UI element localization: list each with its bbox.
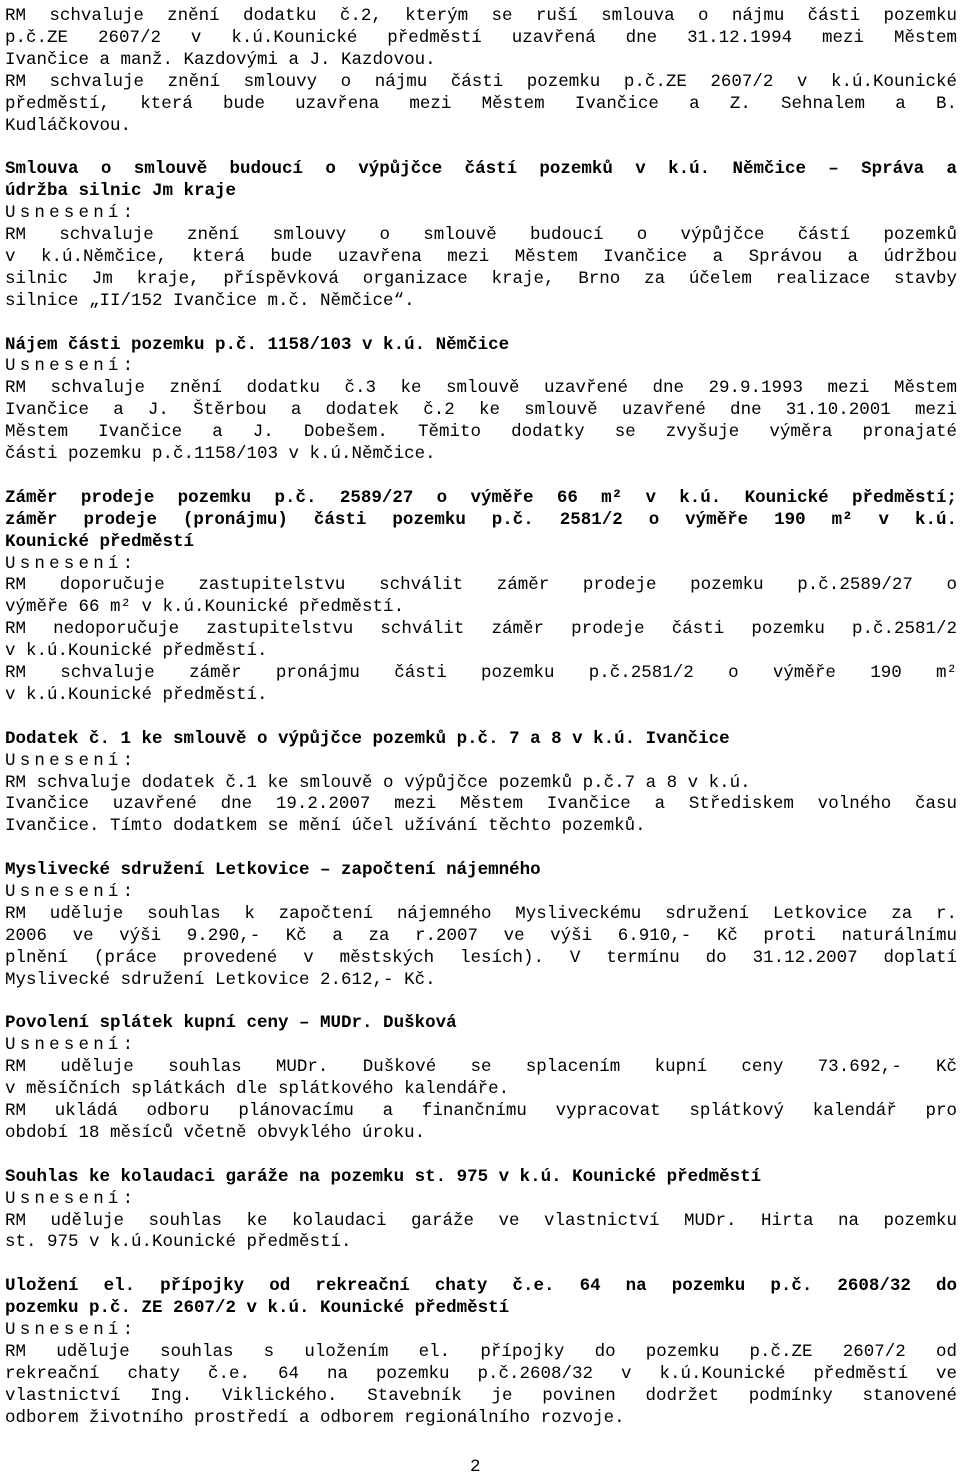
text-line: části pozemku p.č.1158/103 v k.ú.Němčice. — [5, 444, 436, 464]
resolution-label: Usnesení: — [5, 750, 138, 771]
text-line: RM schvaluje záměr pronájmu části pozemku p.č.2581/2 o výměře 190 m² — [5, 663, 957, 683]
text-line: v k.ú.Kounické předměstí. — [5, 684, 268, 705]
text-line: RM uděluje souhlas ke kolaudaci garáže ve vlastnictví MUDr. Hirta na pozemku — [5, 1210, 957, 1231]
text-line: Městem Ivančice a J. Dobešem. Těmito dodatky se zvyšuje výměra pronajaté — [5, 422, 957, 443]
section-heading-line: údržba silnic Jm kraje — [5, 181, 237, 202]
section-heading-line: Nájem části pozemku p.č. 1158/103 v k.ú. Němčice — [5, 334, 510, 355]
text-line: plnění (práce provedené v městských lesích). V termínu do 31.12.2007 doplatí — [5, 947, 957, 968]
blank-line — [5, 1144, 957, 1166]
resolution-label: Usnesení: — [5, 882, 138, 902]
section-heading-line: záměr prodeje (pronájmu) části pozemku p.č. 2581/2 o výměře 190 m² v k.ú. — [5, 509, 957, 530]
text-line: Ivančice a J. Štěrbou a dodatek č.2 ke smlouvě uzavřené dne 31.10.2001 mezi — [5, 400, 957, 421]
text-line: rekreační chaty č.e. 64 na pozemku p.č.2608/32 v k.ú.Kounické předměstí ve — [5, 1363, 957, 1384]
text-line: Myslivecké sdružení Letkovice 2.612,- Kč. — [5, 969, 436, 990]
text-line: v k.ú.Kounické předměstí. — [5, 641, 268, 662]
text-line: RM ukládá odboru plánovacímu a finančnímu vypracovat splátkový kalendář pro — [5, 1101, 957, 1121]
text-line: v k.ú.Němčice, která bude uzavřena mezi Městem Ivančice a Správou a údržbou — [5, 246, 957, 267]
text-line: st. 975 v k.ú.Kounické předměstí. — [5, 1232, 352, 1253]
text-line: Ivančice uzavřené dne 19.2.2007 mezi Městem Ivančice a Střediskem volného času — [5, 794, 957, 815]
page-number: 2 — [470, 1457, 481, 1477]
section-heading-line: Smlouva o smlouvě budoucí o výpůjčce částí pozemků v k.ú. Němčice – Správa a — [5, 159, 957, 180]
blank-line — [5, 991, 957, 1013]
blank-line — [5, 465, 957, 487]
text-line: odborem životního prostředí a odborem regionálního rozvoje. — [5, 1407, 625, 1428]
section-heading-line: Záměr prodeje pozemku p.č. 2589/27 o výměře 66 m² v k.ú. Kounické předměstí; — [5, 487, 957, 508]
text-line: RM uděluje souhlas k započtení nájemného Mysliveckému sdružení Letkovice za r. — [5, 903, 957, 924]
text-line: RM nedoporučuje zastupitelstvu schválit záměr prodeje části pozemku p.č.2581/2 — [5, 619, 957, 640]
resolution-label: Usnesení: — [5, 1035, 138, 1056]
resolution-label: Usnesení: — [5, 553, 138, 574]
section-heading-line: Uložení el. přípojky od rekreační chaty č.e. 64 na pozemku p.č. 2608/32 do — [5, 1276, 957, 1297]
text-line: RM schvaluje znění dodatku č.2, kterým se ruší smlouva o nájmu části pozemku — [5, 6, 957, 26]
section-heading-line: Souhlas ke kolaudaci garáže na pozemku st. 975 v k.ú. Kounické předměstí — [5, 1166, 762, 1187]
text-line: RM schvaluje dodatek č.1 ke smlouvě o výpůjčce pozemků p.č.7 a 8 v k.ú. — [5, 772, 751, 793]
section-heading-line: Kounické předměstí — [5, 531, 195, 552]
text-line: RM uděluje souhlas s uložením el. přípojky do pozemku p.č.ZE 2607/2 od — [5, 1341, 957, 1362]
text-line: RM doporučuje zastupitelstvu schválit záměr prodeje pozemku p.č.2589/27 o — [5, 575, 957, 596]
text-line: v měsíčních splátkách dle splátkového kalendáře. — [5, 1079, 510, 1100]
text-line: RM uděluje souhlas MUDr. Duškové se splacením kupní ceny 73.692,- Kč — [5, 1057, 957, 1078]
text-line: období 18 měsíců včetně obvyklého úroku. — [5, 1122, 426, 1143]
section-heading-line: pozemku p.č. ZE 2607/2 v k.ú. Kounické předměstí — [5, 1298, 510, 1319]
text-line: RM schvaluje znění smlouvy o nájmu části pozemku p.č.ZE 2607/2 v k.ú.Kounické — [5, 71, 957, 92]
text-line: předměstí, která bude uzavřena mezi Městem Ivančice a Z. Sehnalem a B. — [5, 93, 957, 114]
resolution-label: Usnesení: — [5, 203, 138, 224]
section-heading-line: Dodatek č. 1 ke smlouvě o výpůjčce pozemků p.č. 7 a 8 v k.ú. Ivančice — [5, 728, 730, 749]
text-line: silnic Jm kraje, příspěvková organizace kraje, Brno za účelem realizace stavby — [5, 268, 957, 289]
text-line: silnice „II/152 Ivančice m.č. Němčice“. — [5, 290, 415, 311]
resolution-label: Usnesení: — [5, 356, 138, 377]
blank-line — [5, 136, 957, 158]
blank-line — [5, 837, 957, 859]
text-line: Ivančice a manž. Kazdovými a J. Kazdovou. — [5, 49, 436, 70]
resolution-label: Usnesení: — [5, 1188, 138, 1209]
section-heading-line: Povolení splátek kupní ceny – MUDr. Dušková — [5, 1013, 457, 1034]
blank-line — [5, 706, 957, 728]
text-line: výměře 66 m² v k.ú.Kounické předměstí. — [5, 597, 405, 618]
blank-line — [5, 1253, 957, 1275]
text-line: 2006 ve výši 9.290,- Kč a za r.2007 ve výši 6.910,- Kč proti naturálnímu — [5, 925, 957, 946]
text-line: p.č.ZE 2607/2 v k.ú.Kounické předměstí uzavřená dne 31.12.1994 mezi Městem — [5, 27, 957, 48]
blank-line — [5, 312, 957, 334]
section-heading-line: Myslivecké sdružení Letkovice – započtení nájemného — [5, 860, 541, 881]
text-line: vlastnictví Ing. Viklického. Stavebník je povinen dodržet podmínky stanovené — [5, 1385, 957, 1406]
resolution-label: Usnesení: — [5, 1320, 138, 1340]
text-line: RM schvaluje znění dodatku č.3 ke smlouvě uzavřené dne 29.9.1993 mezi Městem — [5, 378, 957, 399]
text-line: RM schvaluje znění smlouvy o smlouvě budoucí o výpůjčce částí pozemků — [5, 225, 957, 245]
text-line: Ivančice. Tímto dodatkem se mění účel užívání těchto pozemků. — [5, 816, 646, 837]
text-line: Kudláčkovou. — [5, 115, 132, 136]
